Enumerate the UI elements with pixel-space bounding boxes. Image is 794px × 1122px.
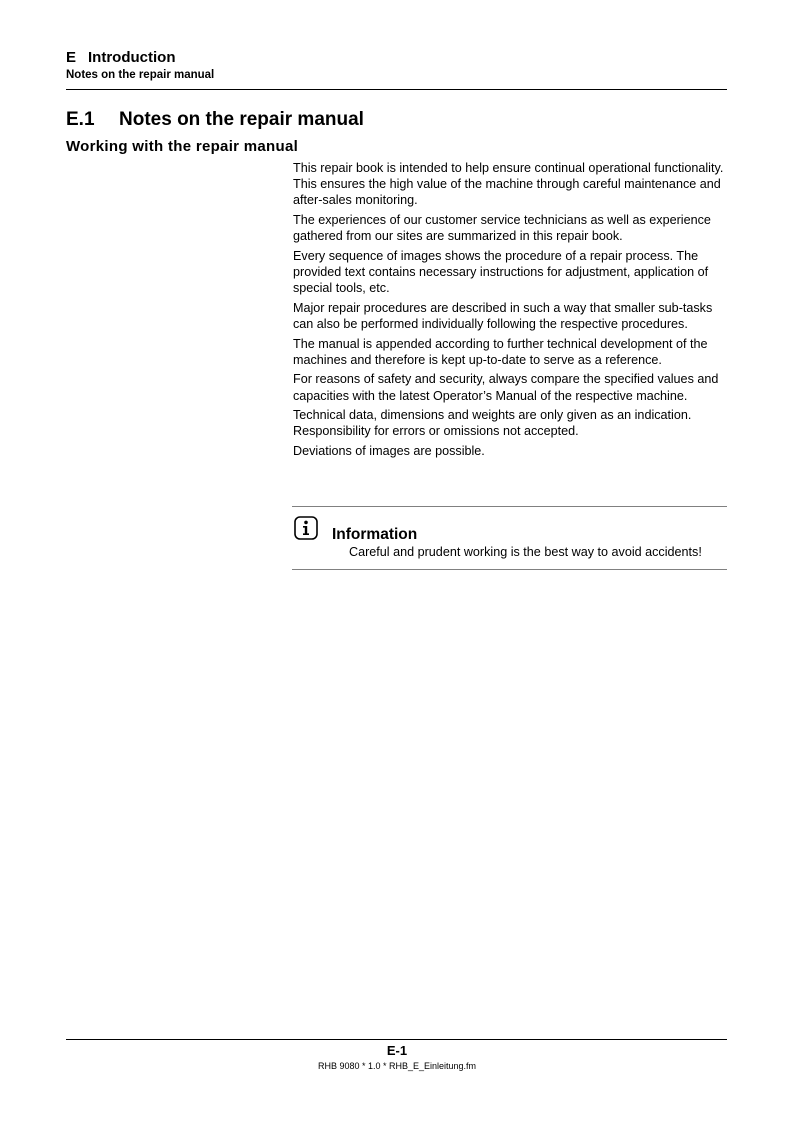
info-title: Information bbox=[332, 526, 418, 543]
section-title: Notes on the repair manual bbox=[119, 109, 364, 130]
paragraph: The experiences of our customer service technicians as well as experience gathered from our sites are summarized in this repair book. bbox=[293, 213, 711, 244]
document-reference: RHB 9080 * 1.0 * RHB_E_Einleitung.fm bbox=[317, 1061, 477, 1071]
information-box bbox=[292, 506, 727, 570]
paragraph: Deviations of images are possible. bbox=[293, 443, 485, 458]
paragraph: This repair book is intended to help ensure continual operational functionality. This ensures the high value of the machine through careful maintenance and after-sales monitoring. bbox=[293, 161, 724, 208]
info-text: Careful and prudent working is the best way to avoid accidents! bbox=[349, 545, 702, 559]
subsection-heading: Working with the repair manual bbox=[66, 138, 299, 155]
page-number: E-1 bbox=[386, 1043, 408, 1058]
header-subtitle: Notes on the repair manual bbox=[66, 69, 215, 81]
section-heading bbox=[66, 108, 364, 132]
paragraph: The manual is appended according to further technical development of the machines and therefore is kept up-to-date to serve as a reference. bbox=[293, 336, 708, 367]
body-text bbox=[293, 160, 733, 463]
paragraph: Major repair procedures are described in such a way that smaller sub-tasks can also be performed individually following the respective procedures. bbox=[293, 300, 713, 331]
section-number: E.1 bbox=[66, 109, 95, 130]
page-header bbox=[66, 49, 727, 83]
paragraph: Every sequence of images shows the procedure of a repair process. The provided text contains necessary instructions for adjustment, application of special tools, etc. bbox=[293, 248, 709, 296]
chapter-title: Introduction bbox=[88, 49, 176, 66]
chapter-letter: E bbox=[66, 49, 77, 66]
footer-divider bbox=[66, 1039, 727, 1040]
info-icon bbox=[294, 516, 318, 540]
paragraph: Technical data, dimensions and weights are only given as an indication. Responsibility for errors or omissions not accepted. bbox=[293, 408, 692, 439]
chapter-heading bbox=[66, 49, 727, 67]
header-divider bbox=[66, 89, 727, 90]
paragraph: For reasons of safety and security, always compare the specified values and capacities with the latest Operator’s Manual of the respective machine. bbox=[293, 372, 719, 403]
